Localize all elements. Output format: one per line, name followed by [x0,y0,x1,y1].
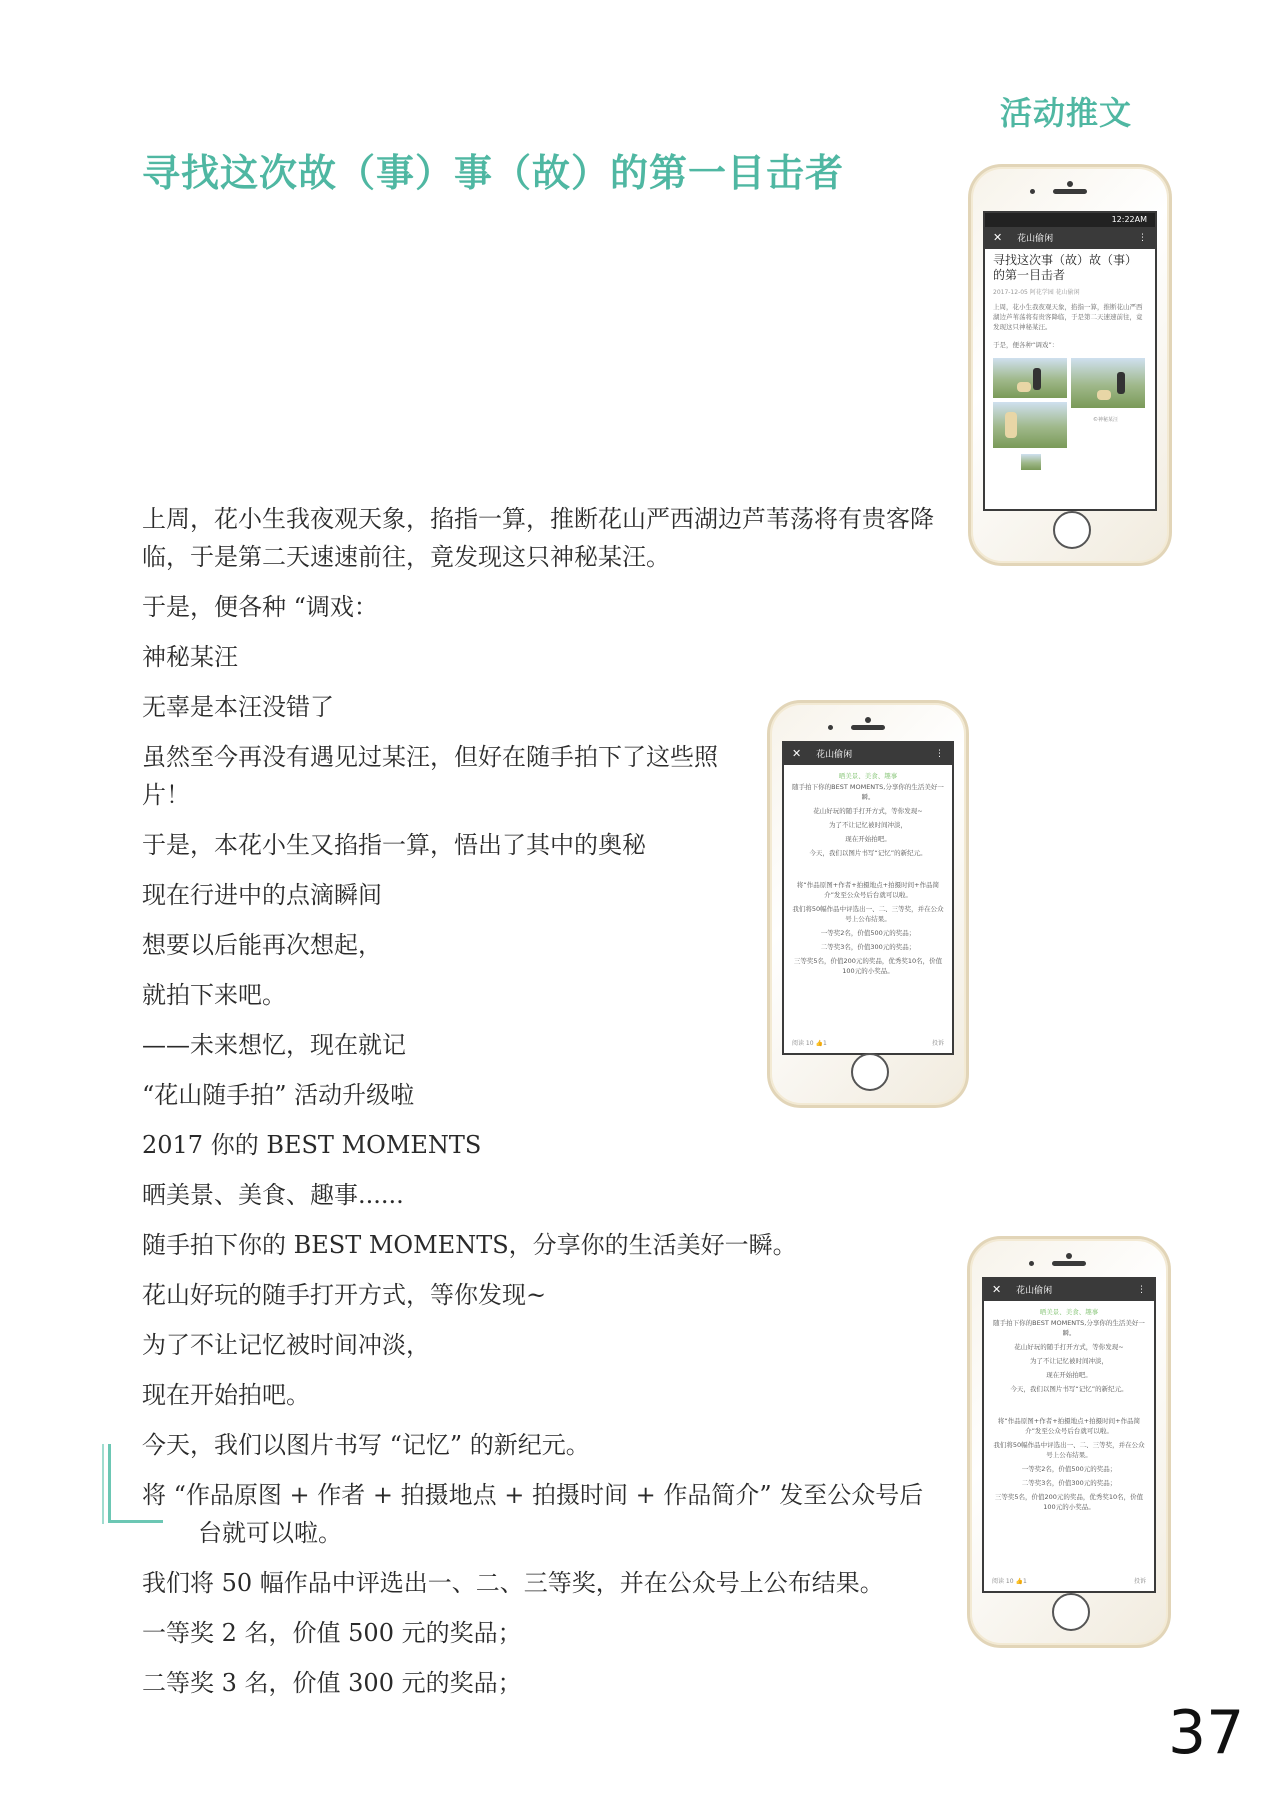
section-tag: 活动推文 [1000,94,1133,132]
phone-line: 花山好玩的随手打开方式，等你发现~ [1014,1343,1124,1351]
person-figure [1033,368,1041,390]
phone-footer [992,1576,1146,1585]
phone-line: 我们将50幅作品中评选出一、二、三等奖，并在公众号上公布结果。 [993,1441,1145,1459]
phone-mockup-1 [968,164,1172,566]
phone-line: 今天，我们以图片书写“记忆”的新纪元。 [1010,1385,1128,1393]
home-button [851,1053,889,1091]
like-count: 1 [1022,1578,1027,1585]
sensor-icon [1029,1261,1034,1266]
phone-footer [792,1038,944,1047]
phone-article-body: 上周，花小生我夜观天象，掐指一算，推断花山严西湖边芦苇荡将有贵客降临，于是第二天速速前往，竟发现这只神秘某汪。 [993,303,1143,331]
account-name: 花山偷闲 [1017,234,1054,244]
more-icon[interactable]: ⋮ [1137,1285,1146,1295]
dog-figure [1005,412,1017,438]
paragraph: 于是，本花小生又掐指一算，悟出了其中的奥秘 [142,831,646,859]
phone-screen [982,1277,1156,1593]
paragraph: 无辜是本汪没错了 [142,693,334,721]
paragraph: 晒美景、美食、趣事...... [142,1181,404,1209]
paragraph: 一等奖 2 名，价值 500 元的奖品； [142,1619,522,1647]
paragraph: 现在行进中的点滴瞬间 [142,881,382,909]
speaker-icon [851,725,885,730]
article-title: 寻找这次故（事）事（故）的第一目击者 [142,151,845,195]
photo-caption: ©神秘某汪 [1093,417,1119,423]
paragraph: 花山好玩的随手打开方式，等你发现~ [142,1281,547,1309]
home-button [1052,1593,1090,1631]
phone-mockup-2 [767,700,969,1108]
paragraph: 现在开始拍吧。 [142,1381,310,1409]
phone-line: 三等奖5名，价值200元的奖品，优秀奖10名，价值100元的小奖品。 [793,957,943,975]
dog-figure [1097,390,1111,400]
read-count: 阅读 10 [992,1578,1014,1585]
paragraph: 于是，便各种 “调戏： [142,593,378,621]
phone-line: 二等奖3名，价值300元的奖品； [820,943,916,951]
camera-icon [1066,1253,1072,1259]
dog-figure [1017,382,1031,392]
read-count: 阅读 10 [792,1040,814,1047]
paragraph: 将 “作品原图 + 作者 + 拍摄地点 + 拍摄时间 + 作品简介” 发至公众号后台就可以啦。 [142,1481,924,1547]
phone-mockup-3 [967,1236,1171,1648]
decorative-bracket [108,1444,163,1523]
phone-line: 现在开始拍吧。 [845,835,891,843]
paragraph: 二等奖 3 名，价值 300 元的奖品； [142,1669,522,1697]
paragraph: 虽然至今再没有遇见过某汪，但好在随手拍下了这些照片！ [142,743,718,809]
sensor-icon [828,725,833,730]
close-icon[interactable]: ✕ [993,231,1003,244]
phone-screen [782,741,954,1055]
phone-line: 二等奖3名，价值300元的奖品； [1021,1479,1117,1487]
paragraph: ——未来想忆，现在就记 [142,1031,406,1059]
report-link[interactable]: 投诉 [931,1040,944,1047]
like-icon[interactable]: 👍 [815,1040,823,1047]
page-number: 37 [1168,1698,1245,1768]
phone-line: 一等奖2名，价值500元的奖品； [820,929,916,937]
paragraph: 就拍下来吧。 [142,981,286,1009]
report-link[interactable]: 投诉 [1133,1578,1146,1585]
wechat-bar [784,743,952,765]
dog-photo [1071,358,1145,408]
wechat-bar [984,1279,1154,1301]
phone-line: 现在开始拍吧。 [1046,1371,1092,1379]
close-icon[interactable]: ✕ [792,747,802,760]
paragraph: 神秘某汪 [142,643,238,671]
phone-line: 一等奖2名，价值500元的奖品； [1021,1465,1117,1473]
paragraph: 2017 你的 BEST MOMENTS [142,1131,482,1159]
phone-article-meta: 2017-12-05 阿花学园 花山偷闲 [993,289,1080,296]
phone-line: 将“作品原图+作者+拍摄地点+拍摄时间+作品简介”发至公众号后台就可以啦。 [997,1417,1141,1435]
paragraph: 为了不让记忆被时间冲淡， [142,1331,430,1359]
camera-icon [1067,181,1073,187]
speaker-icon [1052,1261,1086,1266]
paragraph: 今天，我们以图片书写 “记忆” 的新纪元。 [142,1431,590,1459]
highlight-line: 晒美景、美食、趣事 [1039,1308,1099,1316]
sensor-icon [1030,189,1035,194]
phone-line: 我们将50幅作品中评选出一、二、三等奖，并在公众号上公布结果。 [792,905,944,923]
phone-line: 随手拍下你的BEST MOMENTS,分享你的生活美好一瞬。 [993,1319,1145,1337]
photo-grid [993,358,1147,508]
phone-line: 今天，我们以图片书写“记忆”的新纪元。 [809,849,927,857]
phone-line: 随手拍下你的BEST MOMENTS,分享你的生活美好一瞬。 [792,783,944,801]
person-figure [1117,372,1125,394]
account-name: 花山偷闲 [816,750,853,760]
paragraph: 我们将 50 幅作品中评选出一、二、三等奖，并在公众号上公布结果。 [142,1569,884,1597]
phone-line: 三等奖5名，价值200元的奖品，优秀奖10名，价值100元的小奖品。 [994,1493,1144,1511]
highlight-line: 晒美景、美食、趣事 [838,772,898,780]
home-button [1053,511,1091,549]
like-count: 1 [822,1040,827,1047]
paragraph: 想要以后能再次想起， [142,931,382,959]
status-bar: 12:22AM [985,213,1155,227]
phone-line: 为了不让记忆被时间冲淡， [1030,1357,1108,1365]
wechat-bar [985,227,1155,249]
phone-screen [983,211,1157,511]
dog-photo [993,358,1067,398]
more-icon[interactable]: ⋮ [935,749,944,759]
dog-photo [1021,454,1041,470]
phone-line: 将“作品原图+作者+拍摄地点+拍摄时间+作品简介”发至公众号后台就可以啦。 [796,881,940,899]
speaker-icon [1053,189,1087,194]
phone-article-title: 寻找这次事（故）故（事）的第一目击者 [993,253,1138,282]
phone-line: 为了不让记忆被时间冲淡， [829,821,907,829]
camera-icon [865,717,871,723]
dog-photo [993,402,1067,448]
phone-article-line: 于是，便各种“调戏”： [993,341,1059,349]
paragraph: “花山随手拍” 活动升级啦 [142,1081,415,1109]
account-name: 花山偷闲 [1016,1286,1053,1296]
more-icon[interactable]: ⋮ [1138,233,1147,243]
paragraph: 上周，花小生我夜观天象，掐指一算，推断花山严西湖边芦苇荡将有贵客降临，于是第二天速速前往，竟发现这只神秘某汪。 [142,505,934,571]
paragraph: 随手拍下你的 BEST MOMENTS，分享你的生活美好一瞬。 [142,1231,797,1259]
phone-line: 花山好玩的随手打开方式，等你发现~ [813,807,923,815]
close-icon[interactable]: ✕ [992,1283,1002,1296]
like-icon[interactable]: 👍 [1015,1578,1023,1585]
